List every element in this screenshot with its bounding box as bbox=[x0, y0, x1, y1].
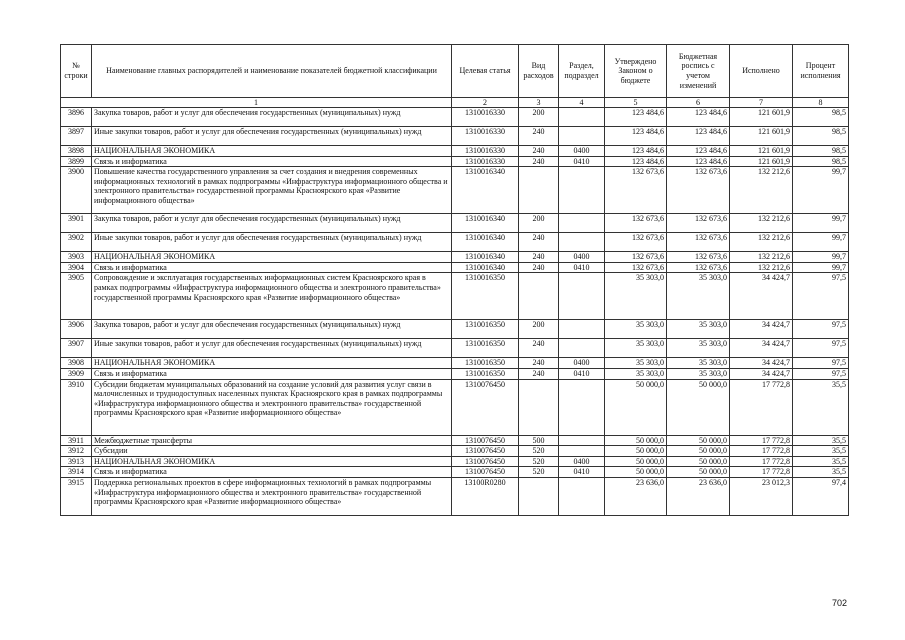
row-number: 3913 bbox=[61, 456, 92, 467]
row-approved: 23 636,0 bbox=[605, 477, 667, 515]
row-number: 3901 bbox=[61, 214, 92, 233]
table-row bbox=[61, 320, 849, 339]
row-expense-kind: 240 bbox=[519, 262, 559, 273]
row-number: 3899 bbox=[61, 156, 92, 167]
page-number: 702 bbox=[832, 598, 848, 608]
table-row bbox=[61, 358, 849, 369]
row-schedule: 35 303,0 bbox=[667, 273, 730, 320]
row-section bbox=[559, 233, 605, 252]
row-percent: 35,5 bbox=[793, 379, 849, 435]
row-expense-kind: 240 bbox=[519, 146, 559, 157]
row-percent: 35,5 bbox=[793, 467, 849, 478]
row-section: 0410 bbox=[559, 262, 605, 273]
row-schedule: 132 673,6 bbox=[667, 262, 730, 273]
row-executed: 23 012,3 bbox=[730, 477, 793, 515]
header-kind: Вид расходов bbox=[519, 45, 559, 98]
row-executed: 121 601,9 bbox=[730, 156, 793, 167]
column-number: 4 bbox=[559, 98, 605, 108]
row-target-article: 1310076450 bbox=[452, 446, 519, 457]
row-target-article: 1310016350 bbox=[452, 368, 519, 379]
row-name: Закупка товаров, работ и услуг для обеспечения государственных (муниципальных) нужд bbox=[92, 214, 452, 233]
row-approved: 123 484,6 bbox=[605, 146, 667, 157]
row-section bbox=[559, 477, 605, 515]
row-section bbox=[559, 379, 605, 435]
row-expense-kind: 520 bbox=[519, 467, 559, 478]
row-percent: 98,5 bbox=[793, 146, 849, 157]
row-schedule: 132 673,6 bbox=[667, 214, 730, 233]
row-target-article: 1310076450 bbox=[452, 456, 519, 467]
row-expense-kind: 240 bbox=[519, 339, 559, 358]
row-percent: 97,5 bbox=[793, 320, 849, 339]
table-row bbox=[61, 214, 849, 233]
row-executed: 132 212,6 bbox=[730, 167, 793, 214]
row-approved: 132 673,6 bbox=[605, 252, 667, 263]
row-name: НАЦИОНАЛЬНАЯ ЭКОНОМИКА bbox=[92, 252, 452, 263]
row-section: 0400 bbox=[559, 252, 605, 263]
table-row bbox=[61, 156, 849, 167]
row-executed: 132 212,6 bbox=[730, 252, 793, 263]
row-expense-kind: 240 bbox=[519, 368, 559, 379]
table-row bbox=[61, 339, 849, 358]
row-target-article: 1310076450 bbox=[452, 467, 519, 478]
row-expense-kind bbox=[519, 379, 559, 435]
row-section bbox=[559, 273, 605, 320]
row-expense-kind: 200 bbox=[519, 108, 559, 127]
row-number: 3912 bbox=[61, 446, 92, 457]
row-executed: 17 772,8 bbox=[730, 379, 793, 435]
header-row bbox=[61, 45, 849, 98]
row-number: 3896 bbox=[61, 108, 92, 127]
row-approved: 132 673,6 bbox=[605, 214, 667, 233]
header-row-no: № строки bbox=[61, 45, 92, 98]
row-schedule: 50 000,0 bbox=[667, 446, 730, 457]
row-percent: 35,5 bbox=[793, 435, 849, 446]
row-section bbox=[559, 127, 605, 146]
row-percent: 97,5 bbox=[793, 358, 849, 369]
header-approved: Утверждено Законом о бюджете bbox=[605, 45, 667, 98]
row-target-article: 1310016340 bbox=[452, 252, 519, 263]
table-row bbox=[61, 456, 849, 467]
row-number: 3905 bbox=[61, 273, 92, 320]
row-approved: 35 303,0 bbox=[605, 339, 667, 358]
row-approved: 35 303,0 bbox=[605, 368, 667, 379]
table-row bbox=[61, 167, 849, 214]
row-expense-kind: 240 bbox=[519, 156, 559, 167]
row-percent: 99,7 bbox=[793, 252, 849, 263]
header-executed: Исполнено bbox=[730, 45, 793, 98]
row-target-article: 1310016330 bbox=[452, 156, 519, 167]
row-executed: 34 424,7 bbox=[730, 358, 793, 369]
row-number: 3909 bbox=[61, 368, 92, 379]
row-approved: 35 303,0 bbox=[605, 273, 667, 320]
row-section bbox=[559, 108, 605, 127]
column-number: 6 bbox=[667, 98, 730, 108]
row-executed: 34 424,7 bbox=[730, 273, 793, 320]
row-percent: 98,5 bbox=[793, 108, 849, 127]
row-name: Субсидии бюджетам муниципальных образований на создание условий для развития услуг связи в малочисленных и труднодоступных населенных пунктах Красноярского края в рамках подпрограммы «Инфраструктура информационного общества и электронного правительства» государственной программы Красноярского края «Развитие информационного общества» bbox=[92, 379, 452, 435]
row-schedule: 132 673,6 bbox=[667, 252, 730, 263]
row-section: 0410 bbox=[559, 368, 605, 379]
table-row bbox=[61, 273, 849, 320]
header-percent: Процент исполнения bbox=[793, 45, 849, 98]
row-percent: 99,7 bbox=[793, 233, 849, 252]
row-executed: 121 601,9 bbox=[730, 108, 793, 127]
row-section bbox=[559, 214, 605, 233]
row-section: 0410 bbox=[559, 156, 605, 167]
row-name: Закупка товаров, работ и услуг для обеспечения государственных (муниципальных) нужд bbox=[92, 320, 452, 339]
column-number-row bbox=[61, 98, 849, 108]
header-name: Наименование главных распорядителей и наименование показателей бюджетной классификации bbox=[92, 45, 452, 98]
table-row bbox=[61, 233, 849, 252]
row-percent: 98,5 bbox=[793, 156, 849, 167]
row-expense-kind: 200 bbox=[519, 320, 559, 339]
row-schedule: 132 673,6 bbox=[667, 233, 730, 252]
row-executed: 34 424,7 bbox=[730, 339, 793, 358]
row-schedule: 123 484,6 bbox=[667, 127, 730, 146]
column-number: 2 bbox=[452, 98, 519, 108]
row-percent: 99,7 bbox=[793, 262, 849, 273]
header-target: Целевая статья bbox=[452, 45, 519, 98]
row-percent: 99,7 bbox=[793, 214, 849, 233]
column-number: 5 bbox=[605, 98, 667, 108]
row-expense-kind bbox=[519, 273, 559, 320]
row-executed: 17 772,8 bbox=[730, 467, 793, 478]
row-target-article: 1310016340 bbox=[452, 167, 519, 214]
row-target-article: 1310076450 bbox=[452, 379, 519, 435]
table-row bbox=[61, 127, 849, 146]
row-section bbox=[559, 320, 605, 339]
row-number: 3898 bbox=[61, 146, 92, 157]
row-number: 3910 bbox=[61, 379, 92, 435]
row-schedule: 35 303,0 bbox=[667, 368, 730, 379]
row-schedule: 50 000,0 bbox=[667, 379, 730, 435]
row-approved: 132 673,6 bbox=[605, 233, 667, 252]
row-target-article: 1310016330 bbox=[452, 127, 519, 146]
row-expense-kind: 240 bbox=[519, 252, 559, 263]
row-name: НАЦИОНАЛЬНАЯ ЭКОНОМИКА bbox=[92, 456, 452, 467]
row-schedule: 123 484,6 bbox=[667, 156, 730, 167]
table-row bbox=[61, 262, 849, 273]
row-approved: 35 303,0 bbox=[605, 358, 667, 369]
row-expense-kind: 240 bbox=[519, 358, 559, 369]
row-section: 0400 bbox=[559, 146, 605, 157]
row-target-article: 1310016330 bbox=[452, 108, 519, 127]
row-schedule: 132 673,6 bbox=[667, 167, 730, 214]
table-row bbox=[61, 467, 849, 478]
row-expense-kind: 240 bbox=[519, 127, 559, 146]
row-number: 3904 bbox=[61, 262, 92, 273]
row-executed: 17 772,8 bbox=[730, 446, 793, 457]
row-approved: 50 000,0 bbox=[605, 379, 667, 435]
row-number: 3900 bbox=[61, 167, 92, 214]
row-number: 3902 bbox=[61, 233, 92, 252]
row-expense-kind bbox=[519, 477, 559, 515]
row-approved: 123 484,6 bbox=[605, 156, 667, 167]
row-schedule: 35 303,0 bbox=[667, 339, 730, 358]
row-percent: 97,4 bbox=[793, 477, 849, 515]
column-number: 8 bbox=[793, 98, 849, 108]
row-percent: 35,5 bbox=[793, 446, 849, 457]
row-executed: 132 212,6 bbox=[730, 233, 793, 252]
row-name: Связь и информатика bbox=[92, 156, 452, 167]
row-percent: 97,5 bbox=[793, 368, 849, 379]
row-approved: 35 303,0 bbox=[605, 320, 667, 339]
row-number: 3903 bbox=[61, 252, 92, 263]
row-name: Закупка товаров, работ и услуг для обеспечения государственных (муниципальных) нужд bbox=[92, 108, 452, 127]
row-target-article: 1310016330 bbox=[452, 146, 519, 157]
row-name: Связь и информатика bbox=[92, 368, 452, 379]
row-name: Иные закупки товаров, работ и услуг для обеспечения государственных (муниципальных) нужд bbox=[92, 233, 452, 252]
row-percent: 97,5 bbox=[793, 339, 849, 358]
row-number: 3897 bbox=[61, 127, 92, 146]
row-target-article: 1310016340 bbox=[452, 214, 519, 233]
row-approved: 132 673,6 bbox=[605, 167, 667, 214]
row-executed: 34 424,7 bbox=[730, 320, 793, 339]
row-name: Поддержка региональных проектов в сфере информационных технологий в рамках подпрограммы «Инфраструктура информационного общества и электронного правительства» государственной программы Красноярского края «Развитие информационного общества» bbox=[92, 477, 452, 515]
row-target-article: 1310016350 bbox=[452, 273, 519, 320]
row-section bbox=[559, 167, 605, 214]
row-percent: 99,7 bbox=[793, 167, 849, 214]
row-number: 3915 bbox=[61, 477, 92, 515]
table-row bbox=[61, 477, 849, 515]
row-schedule: 50 000,0 bbox=[667, 435, 730, 446]
row-approved: 50 000,0 bbox=[605, 435, 667, 446]
row-executed: 132 212,6 bbox=[730, 214, 793, 233]
row-name: Сопровождение и эксплуатация государственных информационных систем Красноярского края в рамках подпрограммы «Инфраструктура информационного общества и электронного правительства» государственной программы Красноярского края «Развитие информационного общества» bbox=[92, 273, 452, 320]
row-section bbox=[559, 435, 605, 446]
row-target-article: 1310016350 bbox=[452, 339, 519, 358]
row-percent: 98,5 bbox=[793, 127, 849, 146]
row-expense-kind: 200 bbox=[519, 214, 559, 233]
row-executed: 34 424,7 bbox=[730, 368, 793, 379]
row-name: Иные закупки товаров, работ и услуг для обеспечения государственных (муниципальных) нужд bbox=[92, 339, 452, 358]
column-number: 3 bbox=[519, 98, 559, 108]
header-schedule: Бюджетная роспись с учетом изменений bbox=[667, 45, 730, 98]
row-number: 3911 bbox=[61, 435, 92, 446]
row-schedule: 35 303,0 bbox=[667, 358, 730, 369]
row-executed: 17 772,8 bbox=[730, 456, 793, 467]
row-executed: 121 601,9 bbox=[730, 146, 793, 157]
row-target-article: 1310016350 bbox=[452, 358, 519, 369]
row-target-article: 13100R0280 bbox=[452, 477, 519, 515]
row-name: НАЦИОНАЛЬНАЯ ЭКОНОМИКА bbox=[92, 146, 452, 157]
row-approved: 123 484,6 bbox=[605, 108, 667, 127]
table-row bbox=[61, 252, 849, 263]
row-name: Связь и информатика bbox=[92, 467, 452, 478]
row-approved: 50 000,0 bbox=[605, 446, 667, 457]
column-number: 1 bbox=[61, 98, 452, 108]
row-number: 3908 bbox=[61, 358, 92, 369]
row-section bbox=[559, 339, 605, 358]
table-row bbox=[61, 379, 849, 435]
row-schedule: 123 484,6 bbox=[667, 108, 730, 127]
table-body bbox=[61, 108, 849, 516]
table-row bbox=[61, 146, 849, 157]
row-name: Межбюджетные трансферты bbox=[92, 435, 452, 446]
row-expense-kind bbox=[519, 167, 559, 214]
row-approved: 123 484,6 bbox=[605, 127, 667, 146]
table-row bbox=[61, 446, 849, 457]
row-approved: 132 673,6 bbox=[605, 262, 667, 273]
row-section: 0410 bbox=[559, 467, 605, 478]
row-name: Связь и информатика bbox=[92, 262, 452, 273]
column-number: 7 bbox=[730, 98, 793, 108]
row-name: НАЦИОНАЛЬНАЯ ЭКОНОМИКА bbox=[92, 358, 452, 369]
row-target-article: 1310076450 bbox=[452, 435, 519, 446]
table-row bbox=[61, 108, 849, 127]
budget-table bbox=[60, 44, 849, 516]
header-section: Раздел, подраздел bbox=[559, 45, 605, 98]
row-executed: 121 601,9 bbox=[730, 127, 793, 146]
row-schedule: 35 303,0 bbox=[667, 320, 730, 339]
row-percent: 35,5 bbox=[793, 456, 849, 467]
row-approved: 50 000,0 bbox=[605, 456, 667, 467]
row-name: Иные закупки товаров, работ и услуг для обеспечения государственных (муниципальных) нужд bbox=[92, 127, 452, 146]
row-schedule: 123 484,6 bbox=[667, 146, 730, 157]
row-approved: 50 000,0 bbox=[605, 467, 667, 478]
row-number: 3914 bbox=[61, 467, 92, 478]
table-row bbox=[61, 368, 849, 379]
row-section bbox=[559, 446, 605, 457]
row-schedule: 50 000,0 bbox=[667, 467, 730, 478]
row-executed: 132 212,6 bbox=[730, 262, 793, 273]
row-executed: 17 772,8 bbox=[730, 435, 793, 446]
row-name: Субсидии bbox=[92, 446, 452, 457]
row-expense-kind: 500 bbox=[519, 435, 559, 446]
row-target-article: 1310016340 bbox=[452, 233, 519, 252]
row-schedule: 23 636,0 bbox=[667, 477, 730, 515]
row-percent: 97,5 bbox=[793, 273, 849, 320]
row-expense-kind: 240 bbox=[519, 233, 559, 252]
row-name: Повышение качества государственного управления за счет создания и внедрения современных информационных технологий в рамках подпрограммы «Инфраструктура информационного общества и электронного правительства» государственной программы Красноярского края «Развитие информационного общества» bbox=[92, 167, 452, 214]
row-number: 3907 bbox=[61, 339, 92, 358]
row-expense-kind: 520 bbox=[519, 456, 559, 467]
row-section: 0400 bbox=[559, 456, 605, 467]
row-target-article: 1310016340 bbox=[452, 262, 519, 273]
row-expense-kind: 520 bbox=[519, 446, 559, 457]
table-row bbox=[61, 435, 849, 446]
row-target-article: 1310016350 bbox=[452, 320, 519, 339]
row-section: 0400 bbox=[559, 358, 605, 369]
row-schedule: 50 000,0 bbox=[667, 456, 730, 467]
row-number: 3906 bbox=[61, 320, 92, 339]
